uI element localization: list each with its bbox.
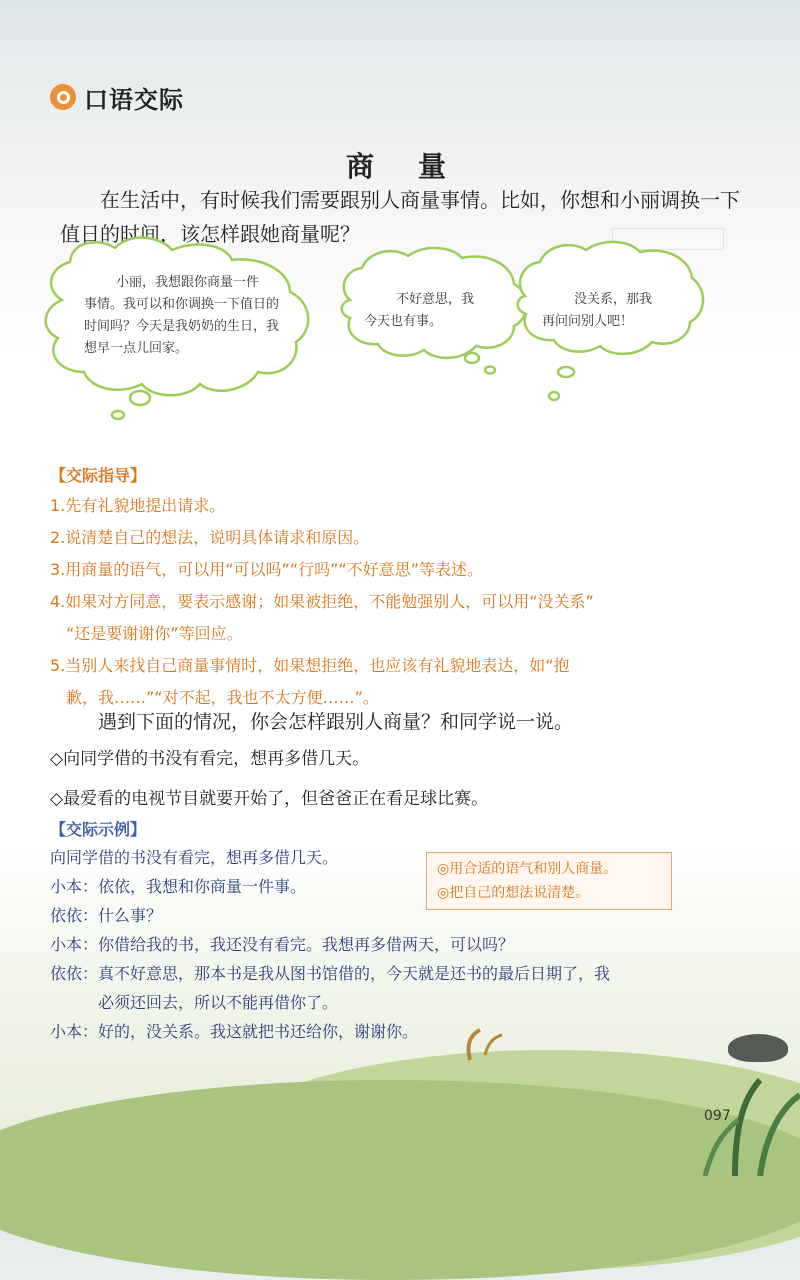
example-heading: 【交际示例】: [50, 820, 147, 839]
task-item: ◇向同学借的书没有看完，想再多借几天。: [50, 749, 370, 769]
tip-box: [426, 852, 672, 910]
lesson-title: 商 量: [345, 150, 454, 183]
guide-item: 5.当别人来找自己商量事情时，如果想拒绝，也应该有礼貌地表达，如“抱 歉，我……”“对不起，我也不太方便……”。: [50, 656, 570, 707]
tip-item: ◎把自己的想法说清楚。: [437, 885, 590, 901]
guide-item: 2.说清楚自己的想法，说明具体请求和原因。: [50, 528, 370, 547]
dialogue-line: 向同学借的书没有看完，想再多借几天。: [50, 848, 339, 867]
dialogue-line: 小本：好的，没关系。我这就把书还给你，谢谢你。: [50, 1022, 419, 1041]
guide-item: 3.用商量的语气，可以用“可以吗”“行吗”“不好意思”等表述。: [50, 560, 484, 579]
dialogue-line: 小本：依依，我想和你商量一件事。: [50, 877, 307, 896]
intro-paragraph: 在生活中，有时候我们需要跟别人商量事情。比如，你想和小丽调换一下值日的时间，该怎样跟她商量呢？: [60, 188, 740, 246]
tip-item: ◎用合适的语气和别人商量。: [437, 861, 618, 877]
bubble-1-text: 小丽，我想跟你商量一件 事情。我可以和你调换一下值日的 时间吗？今天是我奶奶的生日，我 想早一点儿回家。: [84, 275, 280, 356]
bubble-2-text: 不好意思，我 今天也有事。: [364, 292, 475, 329]
guide-item: 4.如果对方同意，要表示感谢；如果被拒绝，不能勉强别人，可以用“没关系” “还是要谢谢你”等回应。: [50, 592, 594, 643]
dialogue-line: 依依：什么事？: [50, 906, 163, 925]
dialogue-line: 必须还回去，所以不能再借你了。: [98, 993, 339, 1012]
page-number: 097: [704, 1108, 731, 1124]
guide-heading: 【交际指导】: [50, 466, 147, 485]
guide-item: 1.先有礼貌地提出请求。: [50, 496, 226, 515]
task-intro: 遇到下面的情况，你会怎样跟别人商量？和同学说一说。: [98, 711, 574, 733]
guide-list: [50, 490, 750, 714]
task-item: ◇最爱看的电视节目就要开始了，但爸爸正在看足球比赛。: [50, 789, 489, 809]
dialogue-line: 小本：你借给我的书，我还没有看完。我想再多借两天，可以吗？: [50, 935, 515, 954]
bubble-3-text: 没关系，那我 再问问别人吧！: [542, 292, 653, 329]
dialogue-line: 依依：真不好意思，那本书是我从图书馆借的，今天就是还书的最后日期了，我: [50, 964, 611, 983]
section-title: 口语交际: [84, 85, 184, 114]
